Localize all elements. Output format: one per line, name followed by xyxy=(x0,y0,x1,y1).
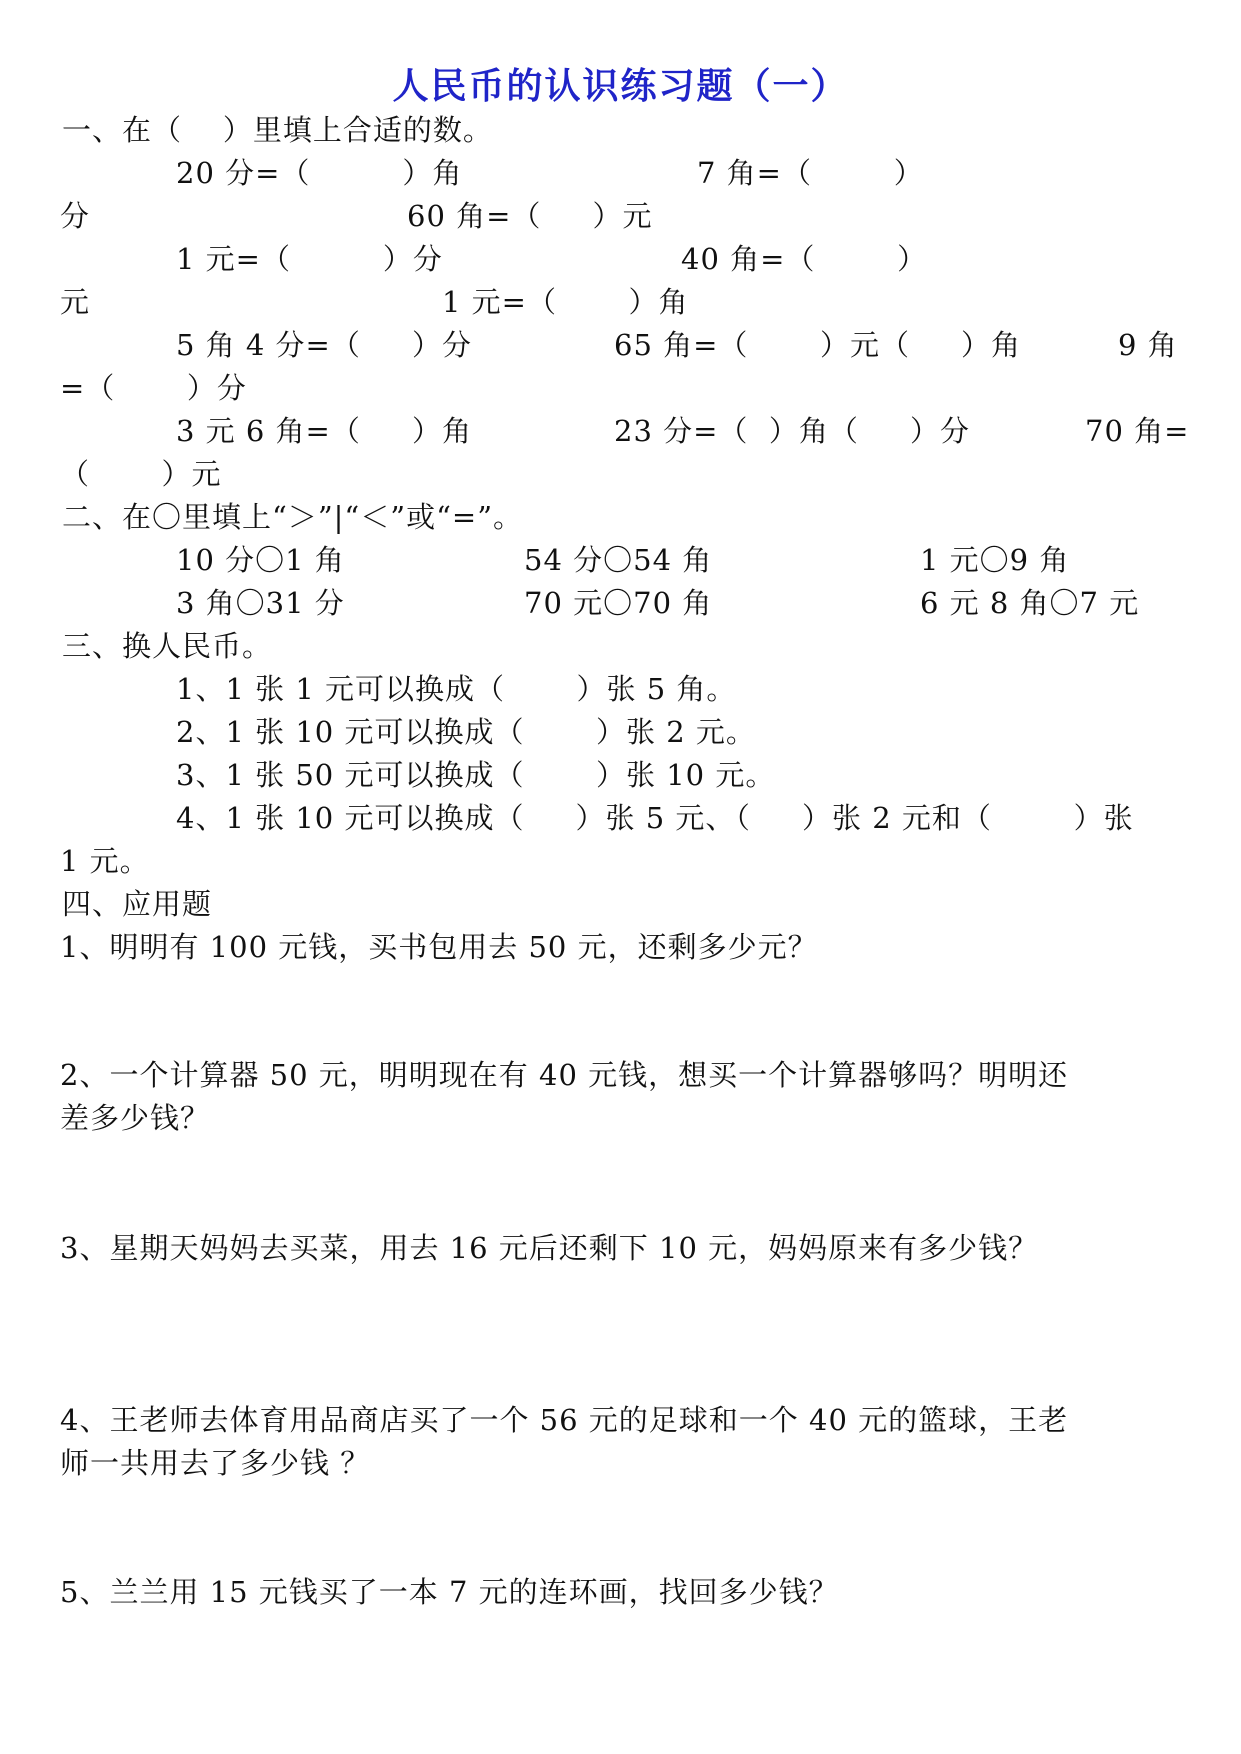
fill-blank-item: 5 角 4 分=（ ）分 xyxy=(176,328,472,362)
fill-blank-item: 23 分=（ ）角（ ）分 xyxy=(614,414,970,448)
word-problem-1: 1、明明有 100 元钱，买书包用去 50 元，还剩多少元？ xyxy=(60,930,818,964)
compare-item: 70 元〇70 角 xyxy=(524,586,713,620)
fill-blank-item: 20 分=（ ）角 xyxy=(176,156,463,190)
exchange-item: 3、1 张 50 元可以换成（ ）张 10 元。 xyxy=(176,758,776,792)
fill-blank-item: 40 角=（ ） xyxy=(681,242,928,276)
fill-blank-item: 1 元=（ ）角 xyxy=(442,285,689,319)
section-3-heading: 三、换人民币。 xyxy=(62,629,273,663)
compare-item: 3 角〇31 分 xyxy=(176,586,345,620)
word-problem-4: 4、王老师去体育用品商店买了一个 56 元的足球和一个 40 元的篮球，王老 xyxy=(60,1403,1069,1437)
section-1-heading: 一、在（ ）里填上合适的数。 xyxy=(62,113,493,147)
compare-item: 10 分〇1 角 xyxy=(176,543,345,577)
compare-item: 1 元〇9 角 xyxy=(920,543,1070,577)
fill-blank-item: 9 角 xyxy=(1118,328,1178,362)
fill-blank-item: 7 角=（ ） xyxy=(697,156,924,190)
section-4-heading: 四、应用题 xyxy=(62,887,213,921)
exchange-item: 4、1 张 10 元可以换成（ ）张 5 元、（ ）张 2 元和（ ）张 xyxy=(176,801,1134,835)
word-problem-5: 5、兰兰用 15 元钱买了一本 7 元的连环画，找回多少钱？ xyxy=(60,1575,839,1609)
fill-blank-item: 60 角=（ ）元 xyxy=(407,199,653,233)
exchange-item: 2、1 张 10 元可以换成（ ）张 2 元。 xyxy=(176,715,756,749)
word-problem-4-continued: 师一共用去了多少钱 ？ xyxy=(60,1446,371,1480)
word-problem-2: 2、一个计算器 50 元，明明现在有 40 元钱，想买一个计算器够吗？明明还 xyxy=(60,1058,1069,1092)
page-title: 人民币的认识练习题（一） xyxy=(392,65,849,107)
exchange-item: 1、1 张 1 元可以换成（ ）张 5 角。 xyxy=(176,672,737,706)
fill-blank-item: 65 角=（ ）元（ ）角 xyxy=(614,328,1022,362)
word-problem-2-continued: 差多少钱？ xyxy=(60,1101,211,1135)
fill-blank-item: 分 xyxy=(60,199,91,233)
compare-item: 6 元 8 角〇7 元 xyxy=(920,586,1140,620)
word-problem-3: 3、星期天妈妈去买菜，用去 16 元后还剩下 10 元，妈妈原来有多少钱？ xyxy=(60,1231,1039,1265)
fill-blank-item: 3 元 6 角=（ ）角 xyxy=(176,414,472,448)
fill-blank-item: =（ ）分 xyxy=(60,371,247,405)
fill-blank-item: 70 角= xyxy=(1085,414,1190,448)
compare-item: 54 分〇54 角 xyxy=(524,543,713,577)
section-2-heading: 二、在〇里填上“＞”|“＜”或“=”。 xyxy=(62,500,524,534)
fill-blank-item: 1 元=（ ）分 xyxy=(176,242,443,276)
fill-blank-item: 元 xyxy=(60,285,91,319)
fill-blank-item: （ ）元 xyxy=(60,457,222,491)
exchange-item-continued: 1 元。 xyxy=(60,844,150,878)
